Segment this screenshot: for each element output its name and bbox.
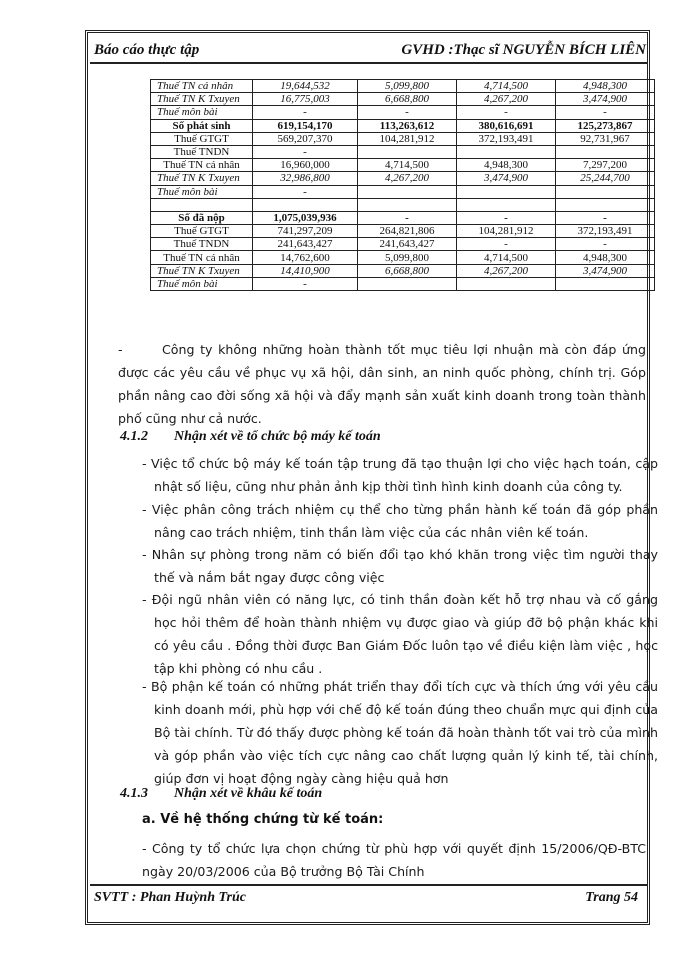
table-row <box>151 172 655 185</box>
value-cell: 16,960,000 <box>253 159 358 172</box>
tax-table-body <box>151 80 655 291</box>
row-label-cell: Số phát sinh <box>151 119 253 132</box>
value-cell: 380,616,691 <box>457 119 556 132</box>
section-title: Nhận xét về tổ chức bộ máy kế toán <box>174 429 381 444</box>
table-row <box>151 225 655 238</box>
value-cell: 569,207,370 <box>253 132 358 145</box>
paragraph-company-goals <box>118 338 646 430</box>
value-cell: 264,821,806 <box>358 225 457 238</box>
value-cell: - <box>457 211 556 224</box>
row-label-cell: Thuế môn bài <box>151 185 253 198</box>
table-row <box>151 264 655 277</box>
value-cell: 372,193,491 <box>457 132 556 145</box>
value-cell: 92,731,967 <box>556 132 655 145</box>
page-footer <box>90 884 648 908</box>
value-cell: - <box>358 106 457 119</box>
value-cell: 741,297,209 <box>253 225 358 238</box>
row-label-cell: Thuế TN cá nhân <box>151 251 253 264</box>
row-label-cell: Thuế TN K Txuyen <box>151 264 253 277</box>
row-label-cell: Thuế TN K Txuyen <box>151 172 253 185</box>
value-cell: 113,263,612 <box>358 119 457 132</box>
value-cell: - <box>253 277 358 290</box>
table-row <box>151 277 655 290</box>
row-label-cell: Thuế TN K Txuyen <box>151 93 253 106</box>
tax-table <box>150 79 655 291</box>
paragraph-text: Công ty không những hoàn thành tốt mục tiêu lợi nhuận mà còn đáp ứng được các yêu cầu về phục vụ xã hội, dân sinh, an ninh quốc phòng, chính trị. Góp phần nâng cao đời sống xã hội và đẩy mạnh sản xuất kinh doanh trong toàn thành phố cũng như cả nước. <box>118 342 646 426</box>
value-cell: 6,668,800 <box>358 264 457 277</box>
section-number: 4.1.2 <box>120 429 148 444</box>
row-label-cell: Thuế TN cá nhân <box>151 80 253 93</box>
value-cell: 14,410,900 <box>253 264 358 277</box>
value-cell: 4,714,500 <box>457 251 556 264</box>
value-cell: 241,643,427 <box>253 238 358 251</box>
section-title: Nhận xét về khâu kế toán <box>174 786 323 801</box>
value-cell: 5,099,800 <box>358 251 457 264</box>
table-row <box>151 251 655 264</box>
value-cell <box>556 145 655 158</box>
footer-page-number: Trang 54 <box>585 890 638 905</box>
header-right: GVHD :Thạc sĩ NGUYỄN BÍCH LIÊN <box>401 42 646 58</box>
footer-left: SVTT : Phan Huỳnh Trúc <box>94 890 246 905</box>
value-cell: 1,075,039,936 <box>253 211 358 224</box>
row-label-cell: Thuế TNDN <box>151 238 253 251</box>
value-cell <box>457 198 556 211</box>
value-cell: 4,948,300 <box>556 80 655 93</box>
table-row <box>151 80 655 93</box>
value-cell: 104,281,912 <box>457 225 556 238</box>
page-header <box>90 40 648 64</box>
value-cell <box>556 198 655 211</box>
value-cell <box>457 277 556 290</box>
value-cell: 16,775,003 <box>253 93 358 106</box>
value-cell: 32,986,800 <box>253 172 358 185</box>
subsection-a-heading: a. Về hệ thống chứng từ kế toán: <box>142 812 384 827</box>
value-cell <box>358 198 457 211</box>
value-cell <box>457 185 556 198</box>
section-4-1-3-heading <box>120 786 322 802</box>
value-cell <box>457 145 556 158</box>
value-cell: 4,948,300 <box>556 251 655 264</box>
value-cell: 241,643,427 <box>358 238 457 251</box>
value-cell: - <box>358 211 457 224</box>
table-row <box>151 198 655 211</box>
bullet-item: - Nhân sự phòng trong năm có biến đổi tạo khó khăn trong việc tìm người thay thế và nắm bắt ngay được công việc <box>142 547 658 585</box>
table-row <box>151 159 655 172</box>
bullet-item: - Đội ngũ nhân viên có năng lực, có tinh thần đoàn kết hỗ trợ nhau và cố gắng học hỏi thêm để hoàn thành nhiệm vụ được giao và giúp đỡ bộ phận khác khi có yêu cầu . Đồng thời được Ban Giám Đốc luôn tạo về điều kiện làm việc , học tập khi phòng có nhu cầu . <box>142 592 658 676</box>
value-cell: 5,099,800 <box>358 80 457 93</box>
value-cell: - <box>556 238 655 251</box>
value-cell <box>253 198 358 211</box>
value-cell: 25,244,700 <box>556 172 655 185</box>
table-row <box>151 93 655 106</box>
value-cell: 3,474,900 <box>556 264 655 277</box>
row-label-cell: Thuế môn bài <box>151 277 253 290</box>
section-4-1-2-heading <box>120 429 381 445</box>
table-row <box>151 145 655 158</box>
value-cell: 4,267,200 <box>457 93 556 106</box>
row-label-cell: Thuế TNDN <box>151 145 253 158</box>
value-cell: 372,193,491 <box>556 225 655 238</box>
bullet-item: - Việc tổ chức bộ máy kế toán tập trung đã tạo thuận lợi cho việc hạch toán, cập nhật số liệu, cũng như phản ảnh kịp thời tình hình kinh doanh của công ty. <box>142 456 658 494</box>
table-row <box>151 106 655 119</box>
value-cell: - <box>457 238 556 251</box>
value-cell <box>556 277 655 290</box>
table-row <box>151 132 655 145</box>
bullet-item: - Bộ phận kế toán có những phát triển thay đổi tích cực và thích ứng với yêu cầu kinh doanh mới, phù hợp với chế độ kế toán đúng theo chuẩn mực qui định của Bộ tài chính. Từ đó thấy được phòng kế toán đã hoàn thành tốt vai trò của mình và góp phần vào việc tích cực nâng cao chất lượng quản lý kinh tế, tài chính, giúp đơn vị hoạt động ngày càng hiệu quả hơn <box>142 679 658 786</box>
value-cell: - <box>556 211 655 224</box>
table-row <box>151 185 655 198</box>
value-cell: 3,474,900 <box>556 93 655 106</box>
header-left: Báo cáo thực tập <box>94 42 200 58</box>
row-label-cell: Thuế TN cá nhân <box>151 159 253 172</box>
value-cell: - <box>253 145 358 158</box>
value-cell: 3,474,900 <box>457 172 556 185</box>
value-cell <box>358 145 457 158</box>
value-cell <box>358 185 457 198</box>
value-cell: 6,668,800 <box>358 93 457 106</box>
value-cell: - <box>457 106 556 119</box>
value-cell: 619,154,170 <box>253 119 358 132</box>
value-cell: - <box>253 106 358 119</box>
row-label-cell <box>151 198 253 211</box>
table-row <box>151 211 655 224</box>
paragraph-documents: - Công ty tổ chức lựa chọn chứng từ phù hợp với quyết định 15/2006/QĐ-BTC ngày 20/03/2006 của Bộ trưởng Bộ Tài Chính <box>142 841 646 879</box>
paragraph-dash: - <box>118 342 123 357</box>
row-label-cell: Số đã nộp <box>151 211 253 224</box>
value-cell: 125,273,867 <box>556 119 655 132</box>
value-cell: 4,948,300 <box>457 159 556 172</box>
value-cell: 104,281,912 <box>358 132 457 145</box>
value-cell: 4,267,200 <box>358 172 457 185</box>
value-cell: 4,714,500 <box>457 80 556 93</box>
section-number: 4.1.3 <box>120 786 148 801</box>
value-cell: 4,267,200 <box>457 264 556 277</box>
table-row <box>151 238 655 251</box>
value-cell <box>556 185 655 198</box>
row-label-cell: Thuế GTGT <box>151 132 253 145</box>
value-cell: 7,297,200 <box>556 159 655 172</box>
value-cell: 4,714,500 <box>358 159 457 172</box>
value-cell: 14,762,600 <box>253 251 358 264</box>
bullet-item: - Việc phân công trách nhiệm cụ thể cho từng phần hành kế toán đã góp phần nâng cao trách nhiệm, tinh thần làm việc của các nhân viên kế toán. <box>142 502 658 540</box>
row-label-cell: Thuế môn bài <box>151 106 253 119</box>
row-label-cell: Thuế GTGT <box>151 225 253 238</box>
value-cell <box>358 277 457 290</box>
table-row <box>151 119 655 132</box>
value-cell: - <box>253 185 358 198</box>
value-cell: 19,644,532 <box>253 80 358 93</box>
value-cell: - <box>556 106 655 119</box>
